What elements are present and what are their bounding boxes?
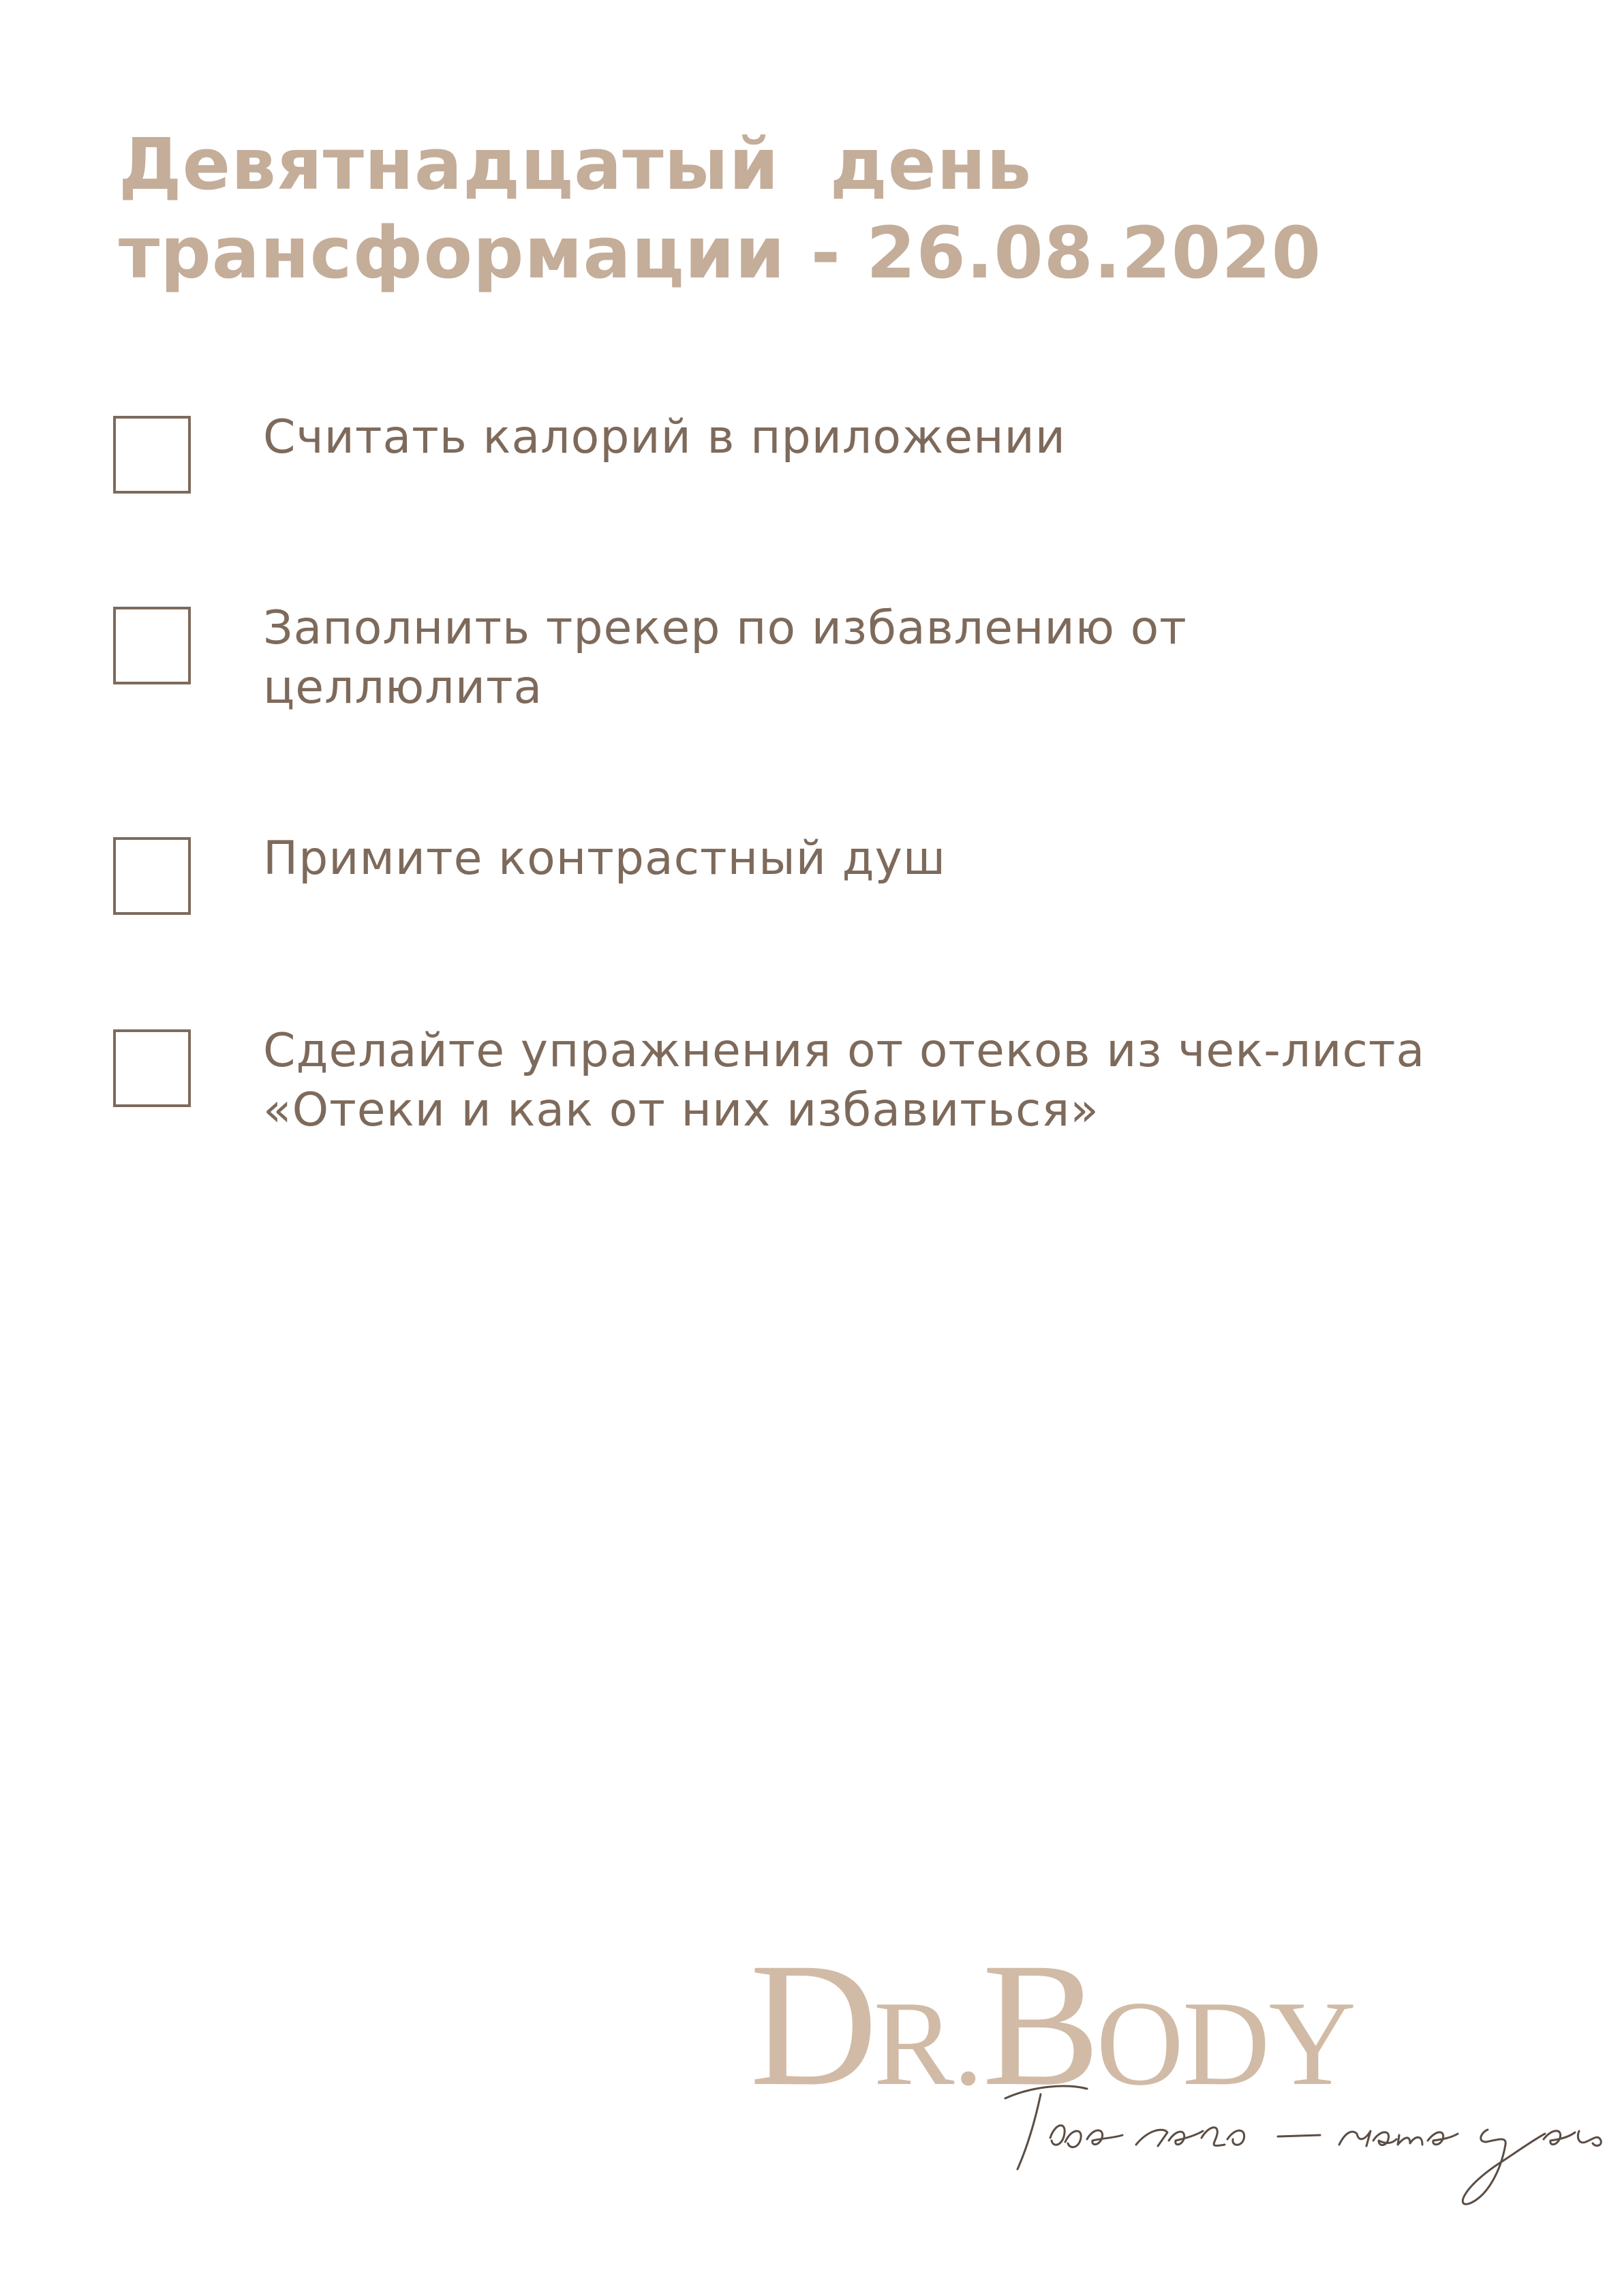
task-label-line: Заполнить трекер по избавлению от xyxy=(263,601,1187,655)
task-label xyxy=(263,408,1490,467)
page-title xyxy=(119,120,1321,297)
page-title-line-1: Девятнадцатый день xyxy=(119,123,1032,206)
task-label-line: «Отеки и как от них избавиться» xyxy=(263,1083,1099,1137)
tagline-signature xyxy=(985,2079,1622,2216)
brand-logo: DR.BODY xyxy=(750,1927,1356,2123)
task-checkbox[interactable] xyxy=(113,1029,191,1107)
task-label-line: Примите контрастный душ xyxy=(263,832,947,886)
task-label xyxy=(263,829,1490,888)
task-label-line: Считать калорий в приложении xyxy=(263,410,1066,464)
brand-block xyxy=(750,1927,1567,2222)
task-label-line: Сделайте упражнения от отеков из чек-листа xyxy=(263,1024,1426,1078)
task-label xyxy=(263,599,1490,717)
task-checkbox[interactable] xyxy=(113,607,191,684)
task-checkbox[interactable] xyxy=(113,837,191,915)
task-label xyxy=(263,1021,1490,1140)
page-title-line-2: трансформации - 26.08.2020 xyxy=(119,211,1322,294)
task-label-line: целлюлита xyxy=(263,661,543,714)
task-checkbox[interactable] xyxy=(113,416,191,494)
